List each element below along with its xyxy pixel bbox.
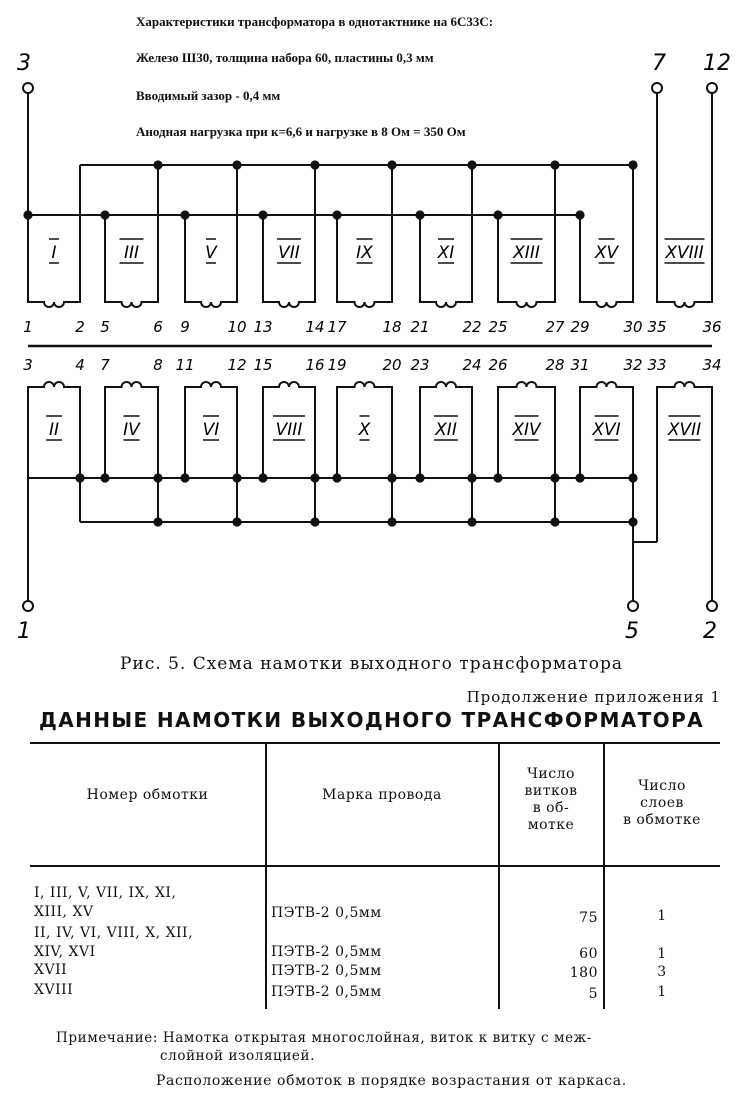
terminal-5-ring	[628, 601, 638, 611]
header-line-3: Вводимый зазор - 0,4 мм	[136, 88, 281, 103]
junction-dot-33	[388, 518, 395, 525]
winding-label-XII: XII	[435, 420, 457, 440]
pin-8: 8	[153, 356, 163, 374]
table-header-rule	[30, 865, 720, 867]
winding-label-X: X	[358, 420, 371, 440]
pin-33: 33	[647, 356, 667, 374]
table-header-winding-number: Номер обмотки	[86, 787, 209, 803]
junction-dot-30	[154, 518, 161, 525]
winding-label-XVIII: XVIII	[665, 243, 704, 263]
junction-dot-13	[551, 161, 558, 168]
pin-35: 35	[647, 318, 667, 336]
figure-caption: Рис. 5. Схема намотки выходного трансформатора	[119, 654, 624, 674]
winding-label-IV: IV	[123, 420, 140, 440]
pin-34: 34	[702, 356, 722, 374]
table-row-4-layers: 1	[657, 984, 667, 1000]
pin-19: 19	[327, 356, 347, 374]
pin-24: 24	[462, 356, 482, 374]
winding-label-III: III	[123, 243, 140, 263]
table-header-layers: Число слоев в обмотке	[623, 778, 701, 828]
table-row-1-layers: 1	[657, 908, 667, 924]
table-row-3-layers: 3	[657, 964, 667, 980]
table-header-turns: Число витков в об- мотке	[524, 766, 578, 833]
junction-dot-8	[154, 161, 161, 168]
junction-dot-34	[468, 518, 475, 525]
pin-1: 1	[23, 318, 33, 336]
pin-18: 18	[382, 318, 402, 336]
table-col-divider-1	[265, 744, 267, 1009]
table-top-rule	[30, 742, 720, 744]
continuation-note: Продолжение приложения 1	[466, 688, 721, 706]
terminal-3-label: 3	[17, 51, 31, 76]
table-row-1-windings: I, III, V, VII, IX, XI, XIII, XV	[34, 885, 177, 920]
table-row-1-wire: ПЭТВ-2 0,5мм	[271, 905, 382, 921]
table-row-3-turns: 180	[569, 965, 598, 981]
pin-22: 22	[462, 318, 482, 336]
table-row-2-wire: ПЭТВ-2 0,5мм	[271, 944, 382, 960]
winding-label-XVI: XVI	[592, 420, 621, 440]
pin-11: 11	[175, 356, 195, 374]
pin-30: 30	[623, 318, 643, 336]
pin-15: 15	[253, 356, 273, 374]
pin-6: 6	[153, 318, 163, 336]
junction-dot-12	[468, 161, 475, 168]
header-line-1: Характеристики трансформатора в однотактнике на 6С33С:	[136, 14, 494, 29]
terminal-3-ring	[23, 83, 33, 93]
header-line-4: Анодная нагрузка при к=6,6 и нагрузке в 8 Ом = 350 Ом	[136, 124, 466, 139]
winding-label-VI: VI	[202, 420, 220, 440]
winding-label-XVII: XVII	[667, 420, 702, 440]
winding-label-XIV: XIV	[512, 420, 541, 440]
pin-17: 17	[327, 318, 347, 336]
junction-dot-11	[388, 161, 395, 168]
pin-25: 25	[488, 318, 508, 336]
winding-label-V: V	[205, 243, 217, 263]
winding-label-XIII: XIII	[513, 243, 540, 263]
winding-label-XI: XI	[437, 243, 455, 263]
table-row-1-turns: 75	[579, 910, 598, 926]
table-header-wire-brand: Марка провода	[322, 787, 442, 803]
pin-10: 10	[227, 318, 247, 336]
pin-36: 36	[702, 318, 722, 336]
table-row-2-layers: 1	[657, 946, 667, 962]
table-row-4-turns: 5	[588, 986, 598, 1002]
terminal-1-label: 1	[17, 619, 31, 644]
pin-28: 28	[545, 356, 565, 374]
table-row-3-windings: XVII	[34, 962, 68, 978]
pin-23: 23	[410, 356, 430, 374]
pin-20: 20	[382, 356, 402, 374]
note-line-3: Расположение обмоток в порядке возрастания от каркаса.	[156, 1073, 627, 1089]
junction-dot-36	[629, 518, 636, 525]
terminal-12-label: 12	[703, 51, 731, 76]
junction-dot-14	[629, 161, 636, 168]
terminal-2-ring	[707, 601, 717, 611]
winding-label-XV: XV	[594, 243, 619, 263]
junction-dot-35	[551, 518, 558, 525]
table-row-4-windings: XVIII	[34, 982, 74, 998]
table-row-4-wire: ПЭТВ-2 0,5мм	[271, 984, 382, 1000]
pin-2: 2	[75, 318, 85, 336]
terminal-1-ring	[23, 601, 33, 611]
pin-9: 9	[180, 318, 190, 336]
terminal-2-label: 2	[703, 619, 717, 644]
terminal-12-ring	[707, 83, 717, 93]
pin-21: 21	[410, 318, 430, 336]
pin-5: 5	[100, 318, 110, 336]
pin-29: 29	[570, 318, 590, 336]
pin-4: 4	[75, 356, 85, 374]
table-row-2-turns: 60	[579, 946, 598, 962]
pin-13: 13	[253, 318, 273, 336]
pin-32: 32	[623, 356, 643, 374]
table-title: ДАННЫЕ НАМОТКИ ВЫХОДНОГО ТРАНСФОРМАТОРА	[38, 708, 705, 732]
terminal-7-ring	[652, 83, 662, 93]
winding-label-I: I	[51, 243, 57, 263]
junction-dot-31	[233, 518, 240, 525]
pin-26: 26	[488, 356, 508, 374]
pin-7: 7	[100, 356, 110, 374]
table-row-2-windings: II, IV, VI, VIII, X, XII, XIV, XVI	[34, 925, 194, 960]
pin-27: 27	[545, 318, 565, 336]
pin-16: 16	[305, 356, 325, 374]
junction-dot-32	[311, 518, 318, 525]
table-row-3-wire: ПЭТВ-2 0,5мм	[271, 963, 382, 979]
winding-label-II: II	[48, 420, 60, 440]
header-line-2: Железо Ш30, толщина набора 60, пластины 0,3 мм	[136, 50, 434, 65]
junction-dot-10	[311, 161, 318, 168]
terminal-7-label: 7	[652, 51, 666, 76]
pin-12: 12	[227, 356, 247, 374]
winding-label-VII: VII	[278, 243, 300, 263]
pin-3: 3	[23, 356, 33, 374]
junction-dot-9	[233, 161, 240, 168]
pin-14: 14	[305, 318, 325, 336]
pin-31: 31	[570, 356, 590, 374]
note-line-2: слойной изоляцией.	[160, 1048, 316, 1064]
winding-label-VIII: VIII	[275, 420, 303, 440]
note-line-1: Примечание: Намотка открытая многослойная, виток к витку с меж-	[56, 1030, 592, 1046]
terminal-5-label: 5	[625, 619, 639, 644]
winding-label-IX: IX	[356, 243, 373, 263]
